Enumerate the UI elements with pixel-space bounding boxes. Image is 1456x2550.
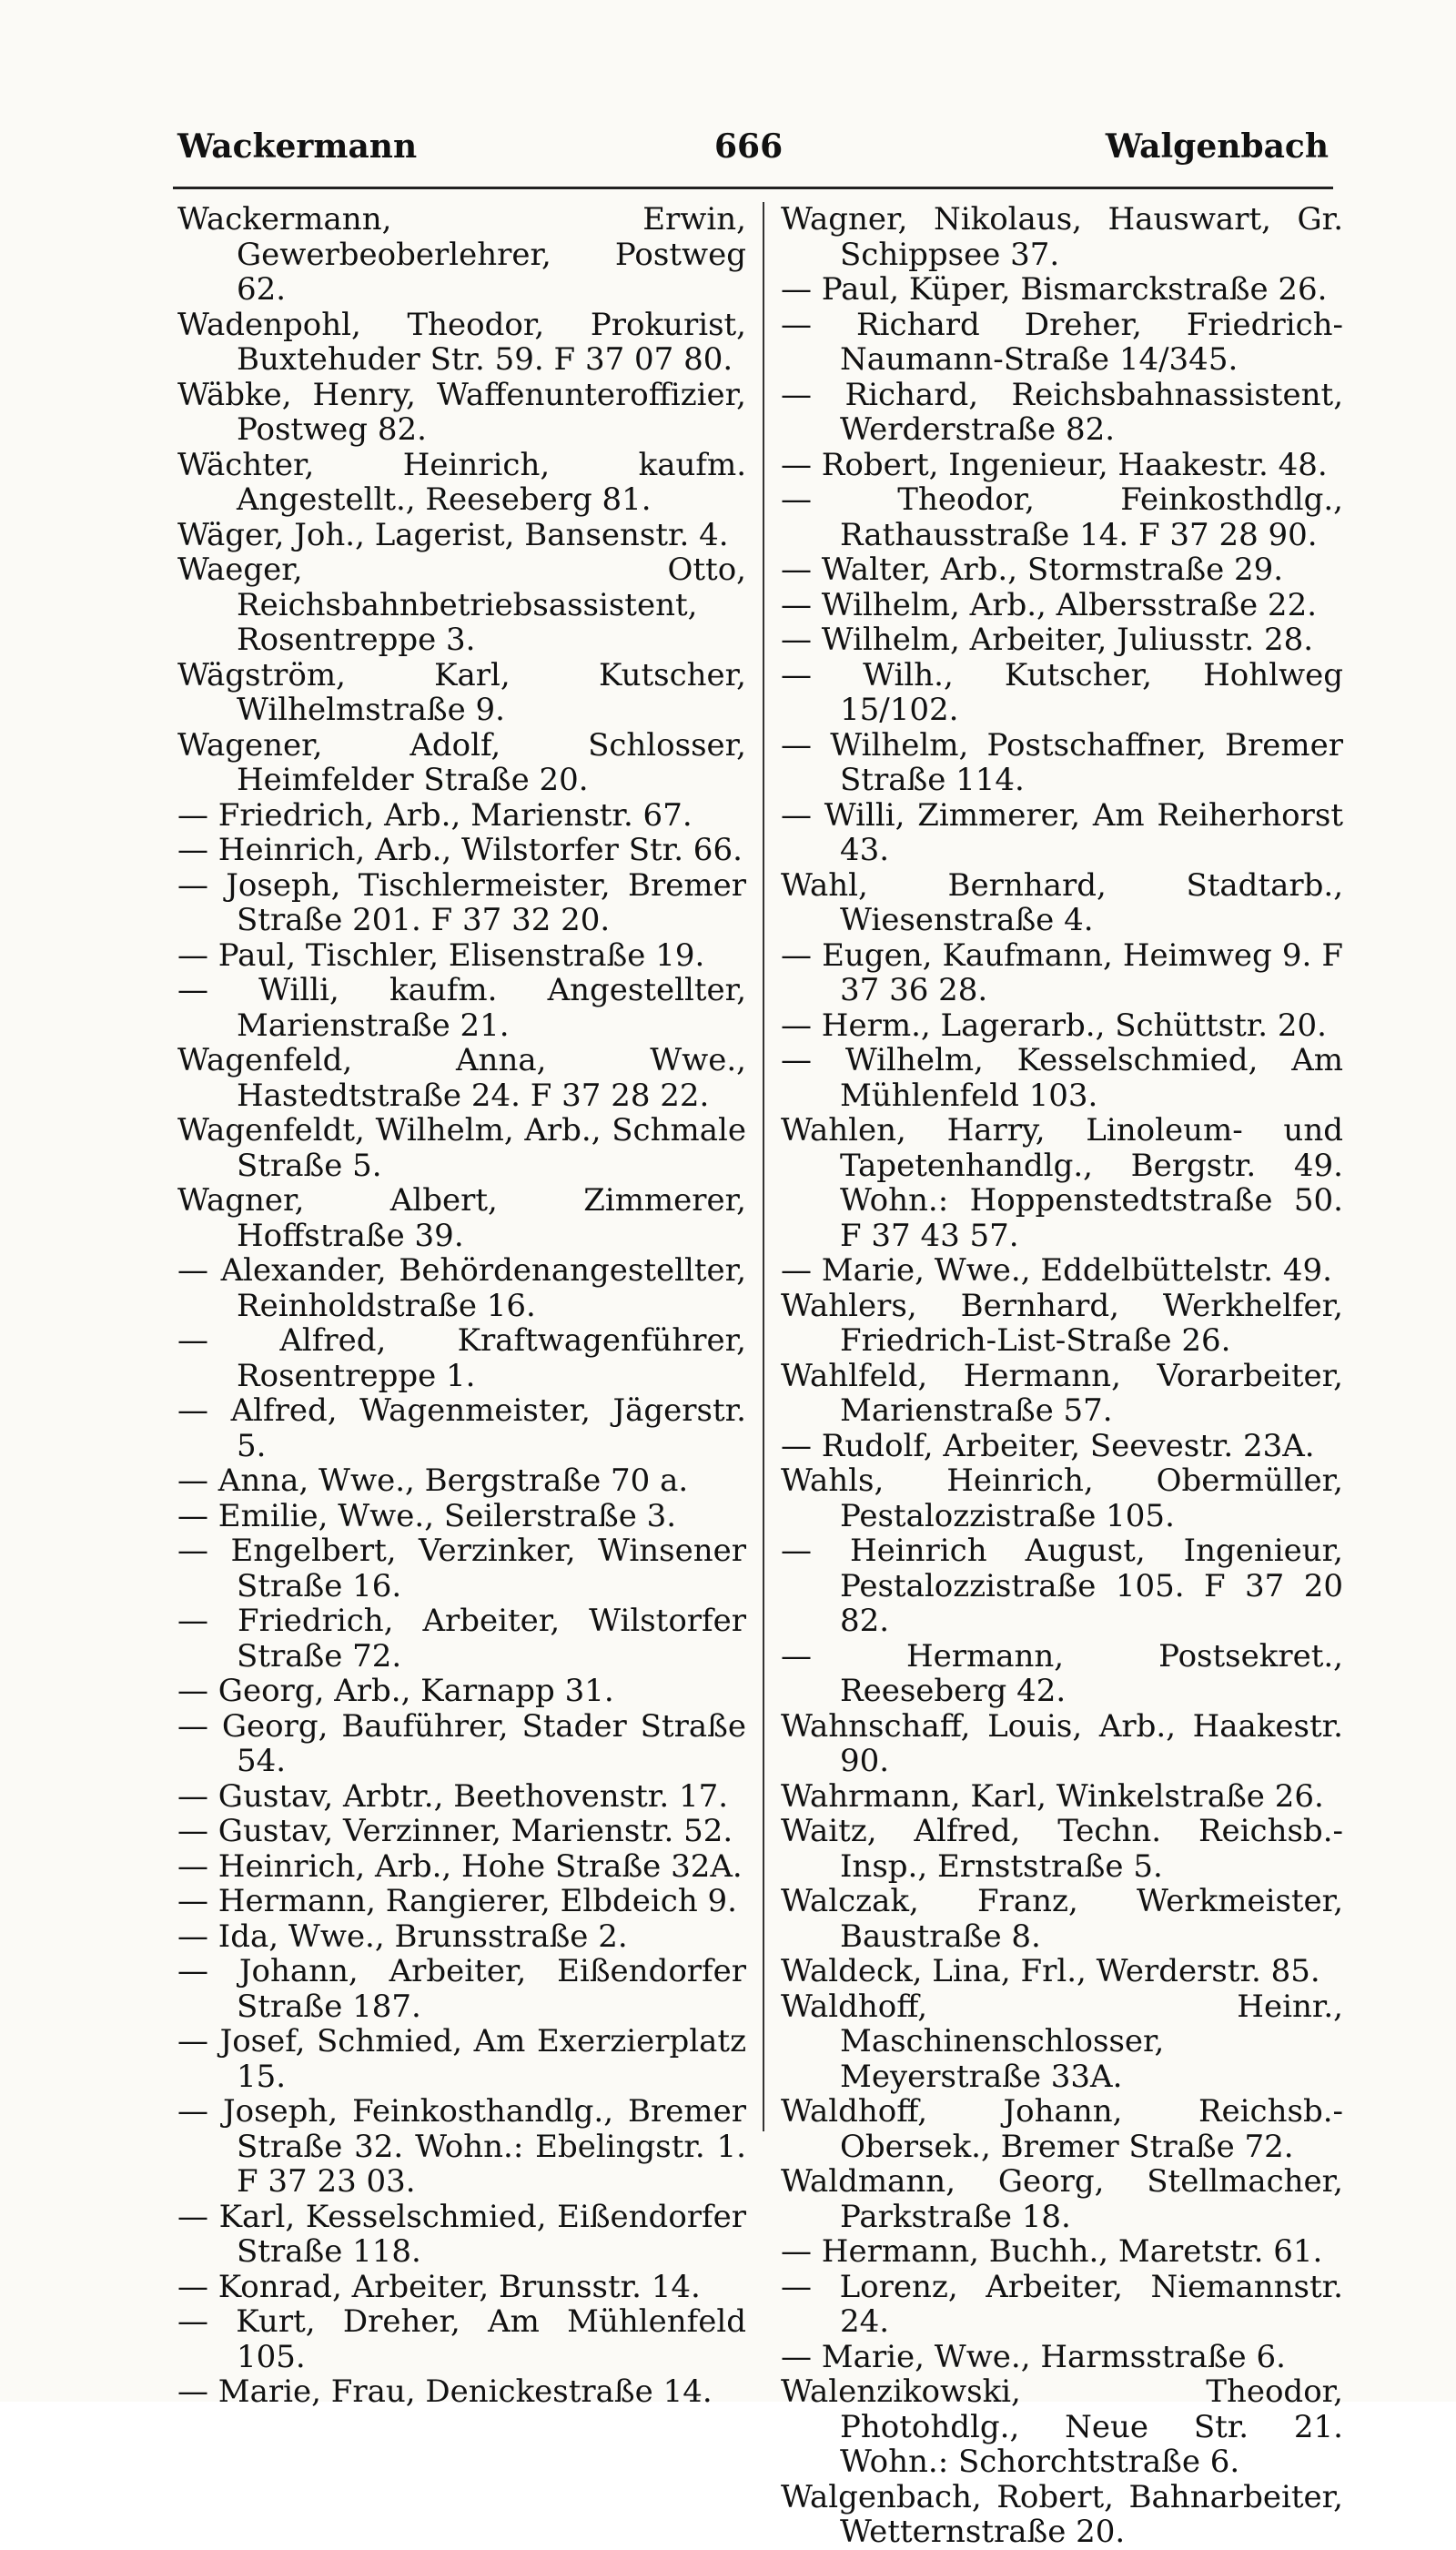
directory-entry: — Eugen, Kaufmann, Heimweg 9. F 37 36 28. [781,936,1343,1008]
directory-entry: — Willi, kaufm. Angestellter, Marienstraße 21. [177,972,746,1044]
right-column [781,202,1343,2550]
directory-entry: — Marie, Wwe., Harmsstraße 6. [781,2338,1286,2375]
directory-entry: — Paul, Tischler, Elisenstraße 19. [177,936,705,974]
directory-entry: — Alexander, Behördenangestellter, Reinholdstraße 16. [177,1252,746,1324]
directory-entry: — Kurt, Dreher, Am Mühlenfeld 105. [177,2303,746,2375]
directory-entry: — Heinrich, Arb., Wilstorfer Str. 66. [177,832,743,868]
directory-entry: Wäbke, Henry, Waffenunteroffizier, Postweg 82. [177,376,746,448]
directory-entry: — Heinrich, Arb., Hohe Straße 32A. [177,1847,743,1885]
directory-entry: Walenzikowski, Theodor, Photohdlg., Neue Str. 21. Wohn.: Schorchtstraße 6. [781,2373,1343,2480]
directory-entry: — Alfred, Kraftwagenführer, Rosentreppe 1. [177,1322,746,1394]
directory-entry: — Georg, Arb., Karnapp 31. [177,1673,614,1709]
directory-entry: — Herm., Lagerarb., Schüttstr. 20. [781,1007,1327,1044]
directory-entry: — Marie, Wwe., Eddelbüttelstr. 49. [781,1252,1332,1289]
directory-entry: — Karl, Kesselschmied, Eißendorfer Straße 118. [177,2198,746,2270]
left-column [177,202,746,2410]
directory-entry: — Robert, Ingenieur, Haakestr. 48. [781,446,1328,483]
directory-entry: Wägström, Karl, Kutscher, Wilhelmstraße 9. [177,656,746,728]
directory-entry: — Hermann, Rangierer, Elbdeich 9. [177,1883,737,1919]
directory-entry: — Wilhelm, Arbeiter, Juliusstr. 28. [781,622,1314,658]
directory-entry: Wagner, Albert, Zimmerer, Hoffstraße 39. [177,1182,746,1254]
directory-entry: — Friedrich, Arb., Marienstr. 67. [177,796,693,834]
directory-entry: — Johann, Arbeiter, Eißendorfer Straße 187. [177,1953,746,2025]
directory-entry: — Konrad, Arbeiter, Brunsstr. 14. [177,2268,701,2305]
directory-entry: — Engelbert, Verzinker, Winsener Straße 16. [177,1533,746,1604]
directory-entry: — Hermann, Buchh., Maretstr. 61. [781,2233,1323,2270]
directory-entry: — Joseph, Feinkosthandlg., Bremer Straße 32. Wohn.: Ebelingstr. 1. F 37 23 03. [177,2093,746,2200]
page-number: 666 [714,127,784,166]
directory-entry: Wackermann, Erwin, Gewerbeoberlehrer, Postweg 62. [177,201,746,308]
directory-entry: — Willi, Zimmerer, Am Reiherhorst 43. [781,796,1343,868]
directory-entry: — Wilhelm, Kesselschmied, Am Mühlenfeld 103. [781,1042,1343,1114]
directory-entry: Wadenpohl, Theodor, Prokurist, Buxtehuder Str. 59. F 37 07 80. [177,306,746,378]
directory-entry: — Heinrich August, Ingenieur, Pestalozzistraße 105. F 37 20 82. [781,1533,1343,1639]
directory-entry: Wäger, Joh., Lagerist, Bansenstr. 4. [177,516,729,553]
directory-entry: — Marie, Frau, Denickestraße 14. [177,2373,713,2410]
directory-entry: — Richard Dreher, Friedrich-Naumann-Straße 14/345. [781,306,1343,378]
directory-entry: — Joseph, Tischlermeister, Bremer Straße 201. F 37 32 20. [177,866,746,938]
directory-entry: — Emilie, Wwe., Seilerstraße 3. [177,1497,677,1534]
directory-entry: Wahlfeld, Hermann, Vorarbeiter, Marienstraße 57. [781,1357,1343,1429]
directory-entry: — Ida, Wwe., Brunsstraße 2. [177,1918,628,1955]
directory-entry: Wahls, Heinrich, Obermüller, Pestalozzistraße 105. [781,1462,1343,1534]
directory-entry: — Paul, Küper, Bismarckstraße 26. [781,271,1328,308]
directory-entry: Waeger, Otto, Reichsbahnbetriebsassistent, Rosentreppe 3. [177,551,746,658]
directory-entry: — Theodor, Feinkosthdlg., Rathausstraße 14. F 37 28 90. [781,481,1343,553]
directory-entry: — Rudolf, Arbeiter, Seevestr. 23A. [781,1427,1315,1464]
directory-entry: — Hermann, Postsekret., Reeseberg 42. [781,1637,1343,1709]
directory-entry: — Friedrich, Arbeiter, Wilstorfer Straße 72. [177,1603,746,1675]
directory-entry: Walgenbach, Robert, Bahnarbeiter, Wetternstraße 20. [781,2478,1343,2550]
directory-entry: — Josef, Schmied, Am Exerzierplatz 15. [177,2023,746,2095]
directory-entry: Wächter, Heinrich, kaufm. Angestellt., Reeseberg 81. [177,446,746,518]
directory-entry: — Walter, Arb., Stormstraße 29. [781,551,1284,588]
page-header [177,127,1329,173]
directory-entry: Wahlers, Bernhard, Werkhelfer, Friedrich-List-Straße 26. [781,1287,1343,1359]
directory-entry: Wagenfeld, Anna, Wwe., Hastedtstraße 24. F 37 28 22. [177,1042,746,1114]
directory-entry: — Alfred, Wagenmeister, Jägerstr. 5. [177,1392,746,1464]
directory-entry: Waldhoff, Heinr., Maschinenschlosser, Meyerstraße 33A. [781,1988,1343,2095]
directory-entry: Waldhoff, Johann, Reichsb.-Obersek., Bremer Straße 72. [781,2093,1343,2165]
directory-entry: Wagner, Nikolaus, Hauswart, Gr. Schippsee 37. [781,201,1343,273]
directory-entry: Wahlen, Harry, Linoleum- und Tapetenhandlg., Bergstr. 49. Wohn.: Hoppenstedtstraße 50. F 37 43 57. [781,1112,1343,1254]
directory-entry: Wagenfeldt, Wilhelm, Arb., Schmale Straße 5. [177,1112,746,1184]
column-divider [763,202,764,2131]
directory-entry: — Georg, Bauführer, Stader Straße 54. [177,1707,746,1779]
directory-entry: — Wilhelm, Postschaffner, Bremer Straße 114. [781,726,1343,798]
header-rule [173,187,1333,189]
directory-entry: Wahnschaff, Louis, Arb., Haakestr. 90. [781,1707,1343,1779]
directory-entry: — Wilh., Kutscher, Hohlweg 15/102. [781,656,1343,728]
directory-entry: Wagener, Adolf, Schlosser, Heimfelder Straße 20. [177,726,746,798]
directory-entry: Walczak, Franz, Werkmeister, Baustraße 8. [781,1883,1343,1955]
directory-entry: — Richard, Reichsbahnassistent, Werderstraße 82. [781,376,1343,448]
directory-entry: Waitz, Alfred, Techn. Reichsb.-Insp., Ernststraße 5. [781,1813,1343,1885]
directory-entry: — Gustav, Arbtr., Beethovenstr. 17. [177,1777,729,1815]
directory-entry: — Gustav, Verzinner, Marienstr. 52. [177,1813,733,1849]
directory-entry: Wahl, Bernhard, Stadtarb., Wiesenstraße 4. [781,866,1343,938]
header-last-name: Walgenbach [1105,127,1329,166]
directory-entry: — Wilhelm, Arb., Albersstraße 22. [781,586,1318,623]
directory-entry: Wahrmann, Karl, Winkelstraße 26. [781,1777,1324,1815]
directory-entry: — Lorenz, Arbeiter, Niemannstr. 24. [781,2268,1343,2340]
directory-entry: Waldeck, Lina, Frl., Werderstr. 85. [781,1953,1320,1989]
directory-entry: Waldmann, Georg, Stellmacher, Parkstraße 18. [781,2163,1343,2235]
directory-entry: — Anna, Wwe., Bergstraße 70 a. [177,1462,689,1499]
header-first-name: Wackermann [177,127,418,166]
